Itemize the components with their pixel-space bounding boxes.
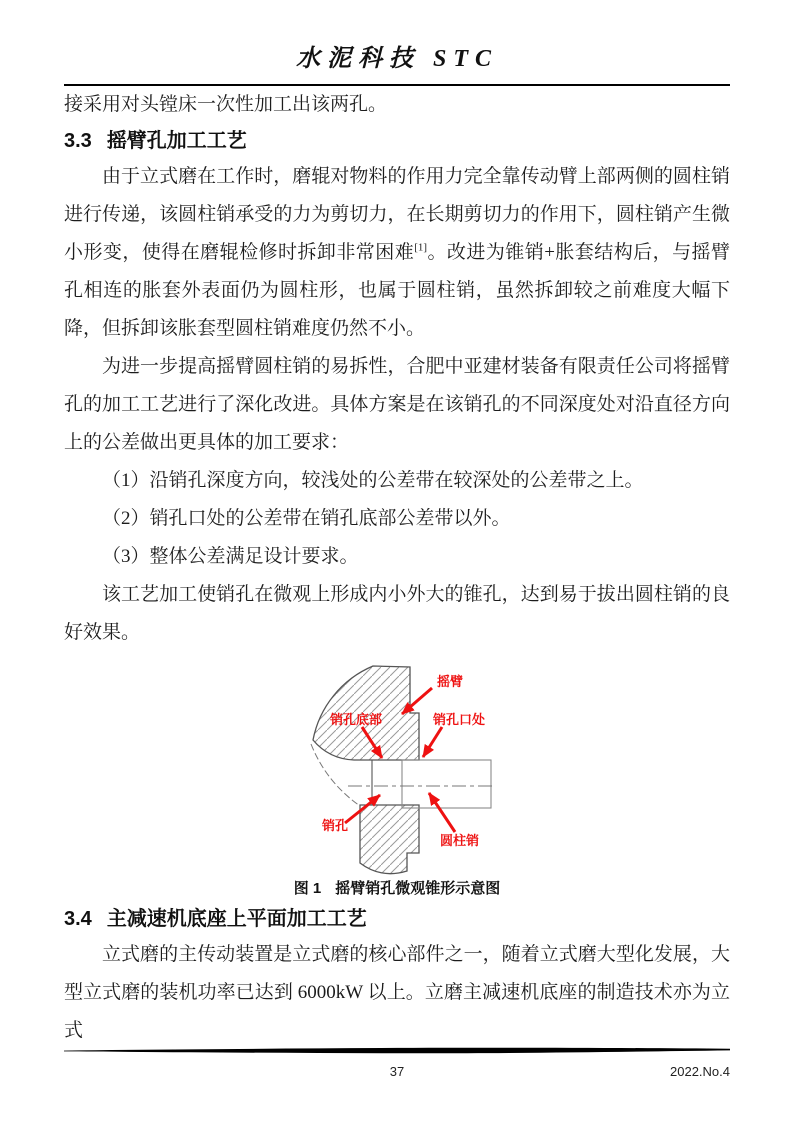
footer-rule-stroke xyxy=(64,1048,730,1054)
section-heading-3-4 xyxy=(64,902,730,936)
section-number: 3.3 xyxy=(64,130,92,152)
footer-row xyxy=(64,1064,730,1080)
arrow-pin-hole-mouth xyxy=(423,727,442,757)
figure-1-caption xyxy=(64,876,730,902)
journal-header-title: 水泥科技 STC xyxy=(295,46,498,72)
requirement-item-3: （3）整体公差满足设计要求。 xyxy=(102,546,359,567)
cylindrical-pin-outline xyxy=(402,760,491,808)
paragraph-4: 立式磨的主传动装置是立式磨的核心部件之一，随着立式磨大型化发展，大型立式磨的装机功率已达到 6000kW 以上。立磨主减速机底座的制造技术亦为立式 xyxy=(64,944,730,1041)
section-title: 主减速机底座上平面加工工艺 xyxy=(106,908,367,930)
figure-label-cylindrical-pin: 圆柱销 xyxy=(440,833,480,848)
article-body xyxy=(64,86,730,1050)
paragraph-3: 该工艺加工使销孔在微观上形成内小外大的锥孔，达到易于拔出圆柱销的良好效果。 xyxy=(64,584,730,643)
page-content xyxy=(64,44,730,1050)
arrow-cylindrical-pin xyxy=(429,793,455,832)
figure-caption-tag: 图 1 xyxy=(293,880,322,897)
footer-rule xyxy=(64,1047,730,1055)
page-footer xyxy=(64,1042,730,1080)
section-number: 3.4 xyxy=(64,908,92,930)
requirement-item-2: （2）销孔口处的公差带在销孔底部公差带以外。 xyxy=(102,508,511,529)
figure-1-drawing xyxy=(282,658,512,876)
figure-1 xyxy=(64,658,730,902)
issue-number: 2022.No.4 xyxy=(670,1064,730,1079)
requirement-item-1: （1）沿销孔深度方向，较浅处的公差带在较深处的公差带之上。 xyxy=(102,470,644,491)
section-heading-3-3 xyxy=(64,124,730,158)
paragraph-2: 为进一步提高摇臂圆柱销的易拆性，合肥中亚建材装备有限责任公司将摇臂孔的加工工艺进行了深化改进。具体方案是在该销孔的不同深度处对沿直径方向上的公差做出更具体的加工要求： xyxy=(64,356,730,453)
figure-label-pin-hole-bottom: 销孔底部 xyxy=(330,712,383,727)
continued-paragraph: 接采用对头镗床一次性加工出该两孔。 xyxy=(64,94,388,115)
page-number: 37 xyxy=(389,1064,405,1079)
figure-caption-title: 摇臂销孔微观锥形示意图 xyxy=(335,880,501,897)
paragraph-1 xyxy=(64,158,730,348)
figure-label-rocker-arm: 摇臂 xyxy=(437,674,464,689)
section-title: 摇臂孔加工工艺 xyxy=(106,130,247,152)
rocker-arm-lower-section xyxy=(360,805,419,874)
figure-label-pin-hole-mouth: 销孔口处 xyxy=(433,712,486,727)
reference-marker-1: [1] xyxy=(414,241,428,254)
paragraph-1-text-after-ref: 。改进为锥销+胀套结构后，与摇臂孔相连的胀套外表面仍为圆柱形，也属于圆柱销，虽然拆卸较之前难度大幅下降，但拆卸该胀套型圆柱销难度仍然不小。 xyxy=(64,242,730,339)
figure-label-pin-hole: 销孔 xyxy=(322,818,349,833)
paragraph-1-text: 由于立式磨在工作时，磨辊对物料的作用力完全靠传动臂上部两侧的圆柱销进行传递，该圆柱销承受的力为剪切力，在长期剪切力的作用下，圆柱销产生微小形变，使得在磨辊检修时拆卸非常困难 xyxy=(64,166,730,263)
